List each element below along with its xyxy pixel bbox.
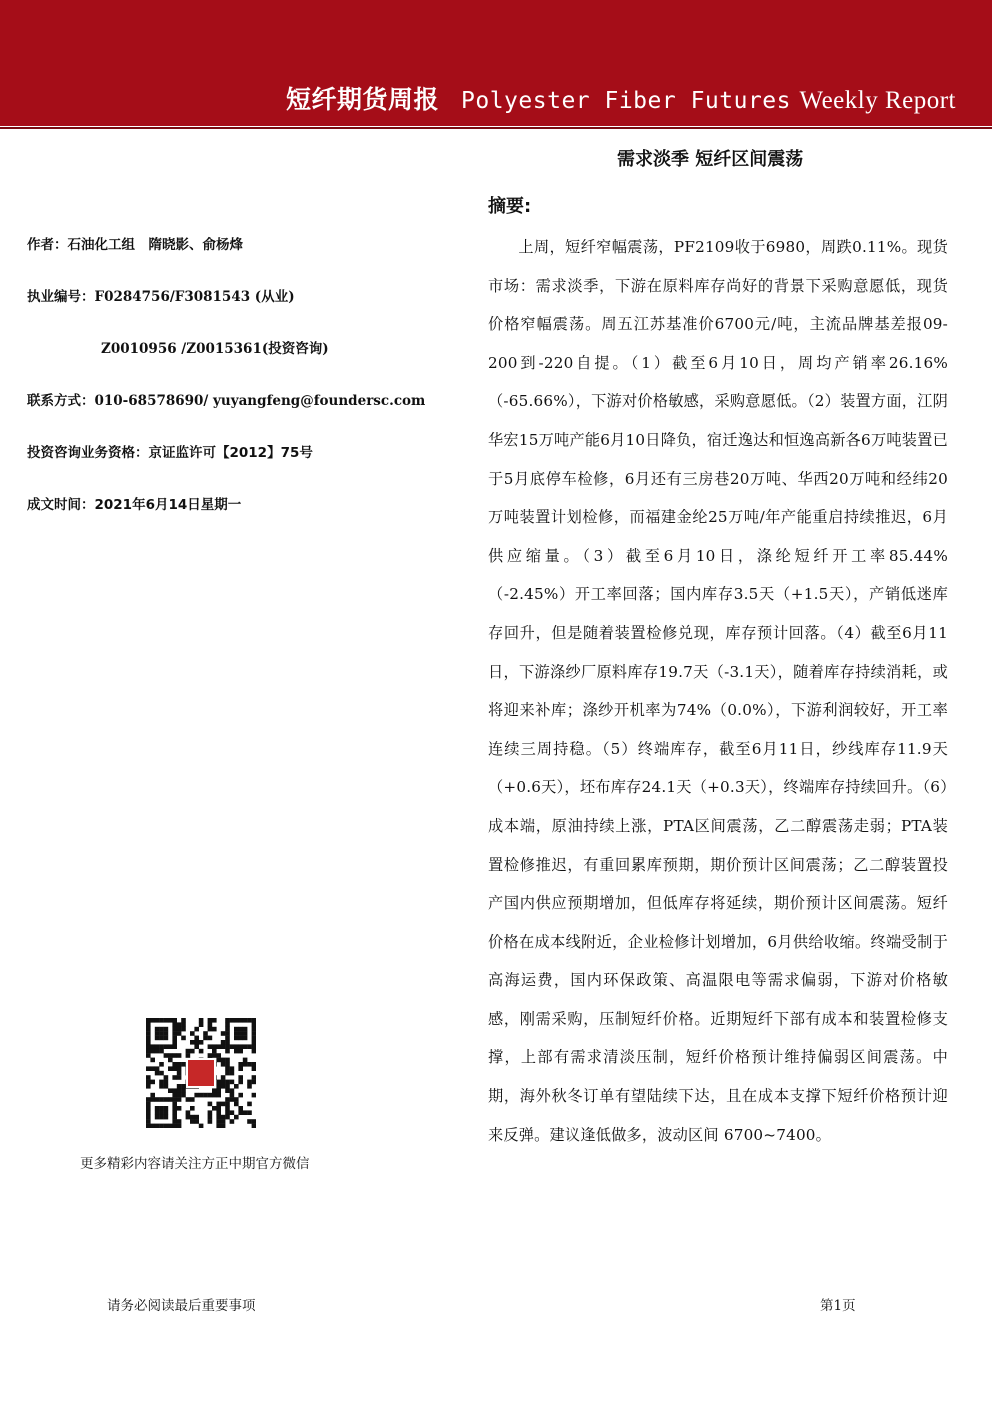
report-title [286, 80, 956, 116]
qualification-line [27, 441, 313, 461]
contact-label: 联系方式： [27, 393, 95, 409]
qr-caption: 更多精彩内容请关注方正中期官方微信 [80, 1156, 310, 1172]
qualification-label: 投资咨询业务资格： [27, 445, 149, 461]
footer-notice: 请务必阅读最后重要事项 [107, 1298, 256, 1314]
license-line [27, 285, 295, 305]
header-divider [0, 127, 992, 129]
header-banner [0, 0, 992, 126]
company-logo-icon [186, 1058, 216, 1088]
contact-line [27, 389, 425, 409]
wechat-qr-code [146, 1018, 256, 1128]
author-value: 石油化工组 隋晓影、俞杨烽 [67, 237, 243, 253]
qualification-value: 京证监许可【2012】75号 [148, 445, 313, 461]
license-line-2 [101, 337, 329, 357]
abstract-heading: 摘要: [488, 196, 532, 217]
report-title-en: Polyester Fiber Futures [461, 88, 792, 114]
author-line [27, 233, 243, 253]
page-number: 第1页 [820, 1298, 856, 1314]
report-title-cn: 短纤期货周报 [286, 85, 440, 114]
license-value-2: Z0010956 /Z0015361(投资咨询) [101, 341, 329, 357]
date-label: 成文时间： [27, 497, 95, 513]
date-line [27, 493, 241, 513]
license-label: 执业编号： [27, 289, 95, 305]
report-title-en-suffix: Weekly Report [799, 87, 956, 114]
document-title: 需求淡季 短纤区间震荡 [617, 149, 804, 170]
author-label: 作者： [27, 237, 68, 253]
abstract-text: 上周，短纤窄幅震荡，PF2109收于6980，周跌0.11%。现货市场：需求淡季，下游在原料库存尚好的背景下采购意愿低，现货价格窄幅震荡。周五江苏基准价6700元/吨，主流品牌基差报09-200到-220自提。（1）截至6月10日，周均产销率26.16%（-65.66%），下游对价格敏感，采购意愿低。（2）装置方面，江阴华宏15万吨产能6月10日降负，宿迁逸达和恒逸高新各6万吨装置已于5月底停车检修，6月还有三房巷20万吨、华西20万吨和经纬20万吨装置计划检修，而福建金纶25万吨/年产能重启持续推迟，6月供应缩量。（3）截至6月10日，涤纶短纤开工率85.44%（-2.45%）开工率回落；国内库存3.5天（+1.5天），产销低迷库存回升，但是随着装置检修兑现，库存预计回落。（4）截至6月11日，下游涤纱厂原料库存19.7天（-3.1天），随着库存持续消耗，或将迎来补库；涤纱开机率为74%（0.0%），下游利润较好，开工率连续三周持稳。（5）终端库存，截至6月11日，纱线库存11.9天（+0.6天），坯布库存24.1天（+0.3天），终端库存持续回升。（6）成本端，原油持续上涨，PTA区间震荡，乙二醇震荡走弱；PTA装置检修推迟，有重回累库预期，期价预计区间震荡；乙二醇装置投产国内供应预期增加，但低库存将延续，期价预计区间震荡。短纤价格在成本线附近，企业检修计划增加，6月供给收缩。终端受制于高海运费，国内环保政策、高温限电等需求偏弱，下游对价格敏感，刚需采购，压制短纤价格。近期短纤下部有成本和装置检修支撑，上部有需求清淡压制，短纤价格预计维持偏弱区间震荡。中期，海外秋冬订单有望陆续下达，且在成本支撑下短纤价格预计迎来反弹。建议逢低做多，波动区间 6700~7400。 [488, 238, 948, 1144]
date-value: 2021年6月14日星期一 [94, 497, 242, 513]
contact-value: 010-68578690/ yuyangfeng@foundersc.com [94, 393, 426, 409]
license-value: F0284756/F3081543 (从业) [94, 289, 295, 305]
